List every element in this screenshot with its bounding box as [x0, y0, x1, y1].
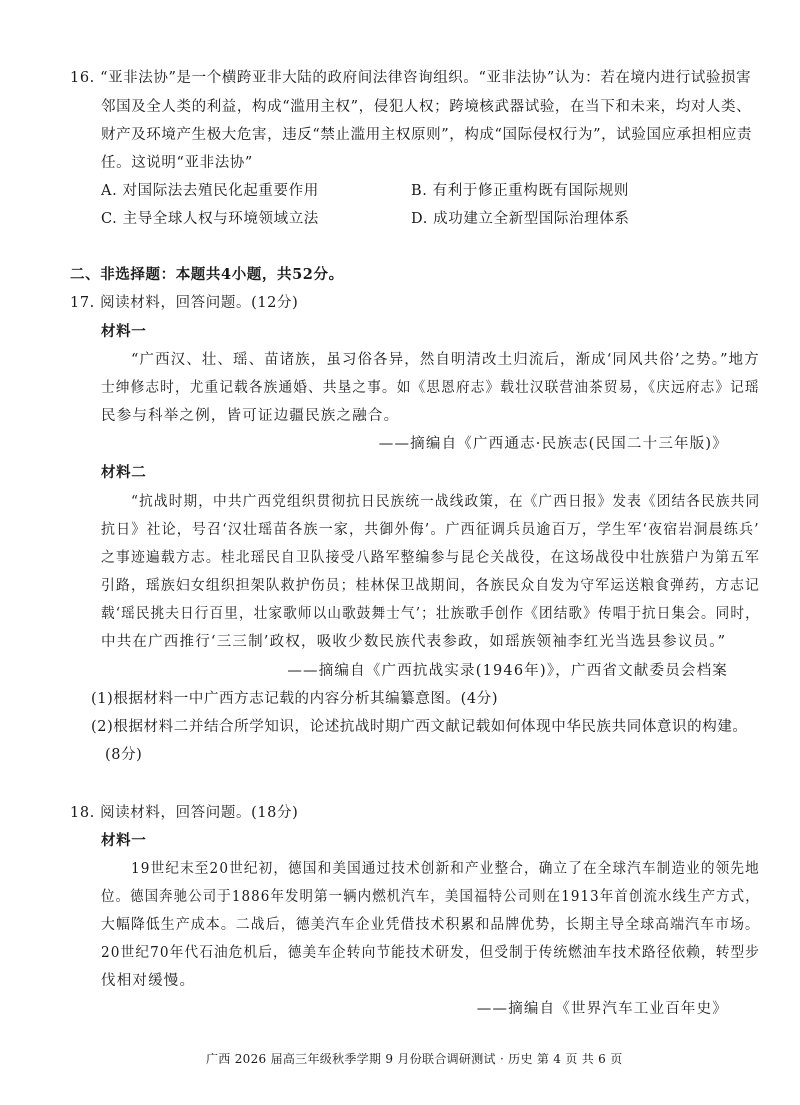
q17-m2-line-2: 抗日》社论，号召‘汉壮瑶苗各族一家，共御外侮’。广西征调兵员逾百万，学生军‘夜宿岩洞晨练兵’: [101, 522, 760, 538]
q17-material1-label: 材料一: [101, 323, 147, 340]
q16-line-1: 16. “亚非法协”是一个横跨亚非大陆的政府间法律咨询组织。“亚非法协”认为：若在境内进行试验损害: [70, 70, 752, 86]
q17-m2-line-1: “抗战时期，中共广西党组织贯彻抗日民族统一战线政策，在《广西日报》发表《团结各民族共同: [131, 494, 761, 510]
page-footer: 广西 2026 届高三年级秋季学期 9 月份联合调研测试 · 历史 第 4 页 共 6 页: [206, 1052, 623, 1066]
q18-stem: 18. 阅读材料，回答问题。(18分): [70, 805, 299, 821]
q17-m2-line-6: 中共在广西推行‘三三制’政权，吸收少数民族代表参政，如瑶族领袖李红光当选县参议员。”: [101, 634, 727, 650]
q17-m1-line-1: “广西汉、壮、瑶、苗诸族，虽习俗各异，然自明清改土归流后，渐成‘同风共俗’之势。”地方: [131, 352, 760, 368]
q16-line-3: 财产及环境产生极大危害，违反“禁止滥用主权原则”，构成“国际侵权行为”，试验国应承担相应责: [101, 127, 753, 143]
q17-m2-line-3: 之事迹遍载方志。桂北瑶民自卫队接受八路军整编参与昆仑关战役，在这场战役中壮族猎户为第五军: [101, 550, 761, 566]
q17-question-2: (2)根据材料二并结合所学知识，论述抗战时期广西文献记载如何体现中华民族共同体意识的构建。: [91, 719, 748, 735]
q17-m2-line-5: 载‘瑶民挑夫日行百里，壮家歌师以山歌鼓舞士气’；壮族歌手创作《团结歌》传唱于抗日集会。同时，: [101, 606, 760, 622]
q18-m1-line-5: 伐相对缓慢。: [101, 973, 196, 989]
q18-m1-line-1: 19世纪末至20世纪初，德国和美国通过技术创新和产业整合，确立了在全球汽车制造业的领先地: [131, 861, 760, 877]
q17-m1-source: ——摘编自《广西通志·民族志(民国二十三年版)》: [378, 436, 728, 452]
q17-m1-line-3: 民参与科举之例，皆可证边疆民族之融合。: [101, 408, 400, 424]
q17-m1-line-2: 士绅修志时，尤重记载各族通婚、共垦之事。如《思恩府志》载壮汉联营油茶贸易，《庆远府志》记瑶: [101, 380, 760, 396]
q18-m1-line-4: 20世纪70年代石油危机后，德美车企转向节能技术研发，但受制于传统燃油车技术路径依赖，转型步: [101, 945, 761, 961]
q17-material2-label: 材料二: [101, 464, 147, 481]
q16-line-4: 任。这说明“亚非法协”: [101, 155, 253, 171]
q18-m1-line-3: 大幅降低生产成本。二战后，德美汽车企业凭借技术积累和品牌优势，长期主导全球高端汽车市场。: [101, 917, 761, 933]
q16-option-d: D. 成功建立全新型国际治理体系: [411, 211, 630, 227]
q16-option-c: C. 主导全球人权与环境领域立法: [101, 211, 319, 227]
q16-option-b: B. 有利于修正重构既有国际规则: [411, 183, 629, 199]
q16-option-a: A. 对国际法去殖民化起重要作用: [101, 183, 319, 199]
q17-m2-source: ——摘编自《广西抗战实录(1946年)》，广西省文献委员会档案: [287, 663, 728, 679]
q18-material1-label: 材料一: [101, 832, 147, 849]
q18-m1-line-2: 位。德国奔驰公司于1886年发明第一辆内燃机汽车，美国福特公司则在1913年首创流水线生产方式，: [101, 889, 760, 905]
q17-stem: 17. 阅读材料，回答问题。(12分): [70, 295, 299, 311]
q17-question-2-points: (8分): [105, 747, 143, 763]
q17-question-1: (1)根据材料一中广西方志记载的内容分析其编纂意图。(4分): [91, 691, 499, 707]
section2-heading: 二、非选择题：本题共4小题，共52分。: [70, 266, 344, 283]
q16-line-2: 邻国及全人类的利益，构成“滥用主权”，侵犯人权；跨境核武器试验，在当下和未来，均对人类、: [101, 99, 752, 115]
q18-m1-source: ——摘编自《世界汽车工业百年史》: [476, 1001, 728, 1017]
q17-m2-line-4: 引路，瑶族妇女组织担架队救护伤员；桂林保卫战期间，各族民众自发为守军运送粮食弹药，方志记: [101, 578, 761, 594]
